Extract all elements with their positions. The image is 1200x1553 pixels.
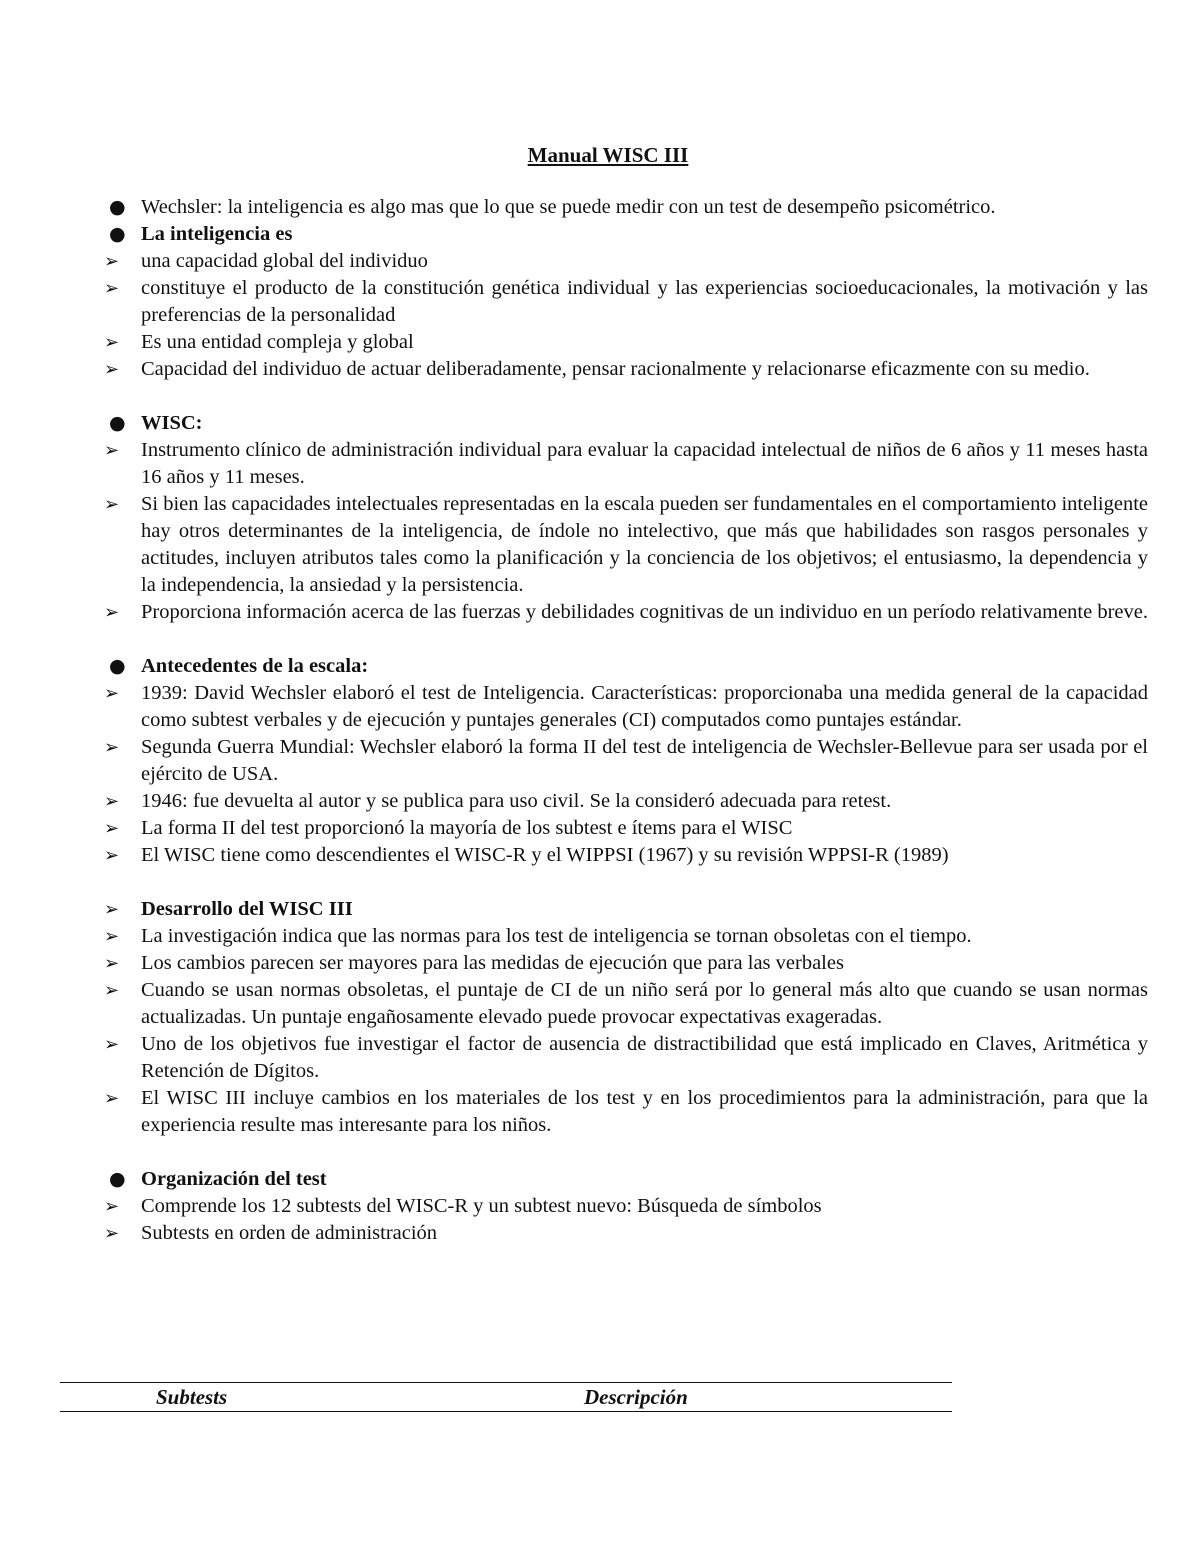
list-item-text: La investigación indica que las normas para los test de inteligencia se tornan obsoletas con el tiempo. [141,925,972,947]
arrow-bullet-icon: ➢ [104,494,120,515]
list-item-text: La inteligencia es [141,223,293,245]
arrow-bullet-icon: ➢ [104,440,120,461]
list-item [104,842,1148,869]
arrow-bullet-icon: ➢ [104,953,120,974]
list-item-text: Segunda Guerra Mundial: Wechsler elaboró la forma II del test de inteligencia de Wechsler-Bellevue para ser usada por el ejército de USA. [141,736,1148,785]
list-item-text: 1946: fue devuelta al autor y se publica para uso civil. Se la consideró adecuada para retest. [141,790,892,812]
list-item-text: Capacidad del individuo de actuar deliberadamente, pensar racionalmente y relacionarse eficazmente con su medio. [141,358,1090,380]
arrow-bullet-icon: ➢ [104,1034,120,1055]
arrow-bullet-icon: ➢ [104,980,120,1001]
list-item [104,491,1148,599]
list-item [104,194,1148,221]
list-item-text: Comprende los 12 subtests del WISC-R y un subtest nuevo: Búsqueda de símbolos [141,1195,822,1217]
arrow-bullet-icon: ➢ [104,683,120,704]
section-gap [104,383,1148,410]
list-item-text: Subtests en orden de administración [141,1222,438,1244]
arrow-bullet-icon: ➢ [104,818,120,839]
list-item-text: Uno de los objetivos fue investigar el factor de ausencia de distractibilidad que está implicado en Claves, Aritmética y Retención de Dígitos. [141,1033,1148,1082]
list-item [104,275,1148,329]
bullet-icon: ● [109,196,126,218]
bullet-icon: ● [109,412,126,434]
list-item-text: La forma II del test proporcionó la mayoría de los subtest e ítems para el WISC [141,817,793,839]
list-item-text: Los cambios parecen ser mayores para las medidas de ejecución que para las verbales [141,952,844,974]
list-item [104,248,1148,275]
list-item-text: Proporciona información acerca de las fuerzas y debilidades cognitivas de un individuo en un período relativamente breve. [141,601,1148,623]
list-item-text: Instrumento clínico de administración individual para evaluar la capacidad intelectual de niños de 6 años y 11 meses hasta 16 años y 11 meses. [141,439,1148,488]
list-item-text: El WISC tiene como descendientes el WISC-R y el WIPPSI (1967) y su revisión WPPSI-R (1989) [141,844,949,866]
list-item [104,815,1148,842]
arrow-bullet-icon: ➢ [104,899,120,920]
list-item-text: Antecedentes de la escala: [141,655,369,677]
section-heading [104,410,1148,437]
section-gap [104,626,1148,653]
section-heading [104,1166,1148,1193]
list-item [104,923,1148,950]
section-heading [104,896,1148,923]
arrow-bullet-icon: ➢ [104,332,120,353]
list-item [104,1085,1148,1139]
list-item [104,1031,1148,1085]
list-item-text: Cuando se usan normas obsoletas, el puntaje de CI de un niño será por lo general más alto que cuando se usan normas actualizadas. Un puntaje engañosamente elevado puede provocar expectativas exageradas. [141,979,1148,1028]
list-item [104,1193,1148,1220]
arrow-bullet-icon: ➢ [104,359,120,380]
list-item-text: constituye el producto de la constitución genética individual y las experiencias socioeducacionales, la motivación y las preferencias de la personalidad [141,277,1148,326]
arrow-bullet-icon: ➢ [104,1223,120,1244]
list-item-text: Si bien las capacidades intelectuales representadas en la escala pueden ser fundamentales en el comportamiento inteligente hay otros determinantes de la inteligencia, de índole no intelectivo, que más que habilidades son rasgos personales y actitudes, incluyen atributos tales como la planificación y la conciencia de los objetivos; el entusiasmo, la dependencia y la independencia, la ansiedad y la persistencia. [141,493,1148,596]
arrow-bullet-icon: ➢ [104,278,120,299]
arrow-bullet-icon: ➢ [104,737,120,758]
section-heading [104,653,1148,680]
arrow-bullet-icon: ➢ [104,1088,120,1109]
arrow-bullet-icon: ➢ [104,791,120,812]
list-item [104,599,1148,626]
section-gap [104,869,1148,896]
table-header-descripcion: Descripción [584,1385,688,1409]
section-heading [104,221,1148,248]
arrow-bullet-icon: ➢ [104,1196,120,1217]
arrow-bullet-icon: ➢ [104,845,120,866]
list-item [104,1220,1148,1247]
bullet-icon: ● [109,655,126,677]
list-item-text: 1939: David Wechsler elaboró el test de Inteligencia. Características: proporcionaba una medida general de la capacidad como subtest verbales y de ejecución y puntajes generales (CI) computados como puntajes estándar. [141,682,1148,731]
list-item-text: WISC: [141,412,203,434]
arrow-bullet-icon: ➢ [104,926,120,947]
list-item-text: Es una entidad compleja y global [141,331,414,353]
arrow-bullet-icon: ➢ [104,602,120,623]
arrow-bullet-icon: ➢ [104,251,120,272]
list-item [104,329,1148,356]
list-item [104,680,1148,734]
page-title: Manual WISC III [527,143,689,167]
subtests-table-header [60,1382,952,1412]
list-item [104,950,1148,977]
list-item [104,788,1148,815]
list-item [104,437,1148,491]
table-header-subtests: Subtests [156,1385,228,1409]
list-item [104,734,1148,788]
document-body [104,194,1148,1247]
list-item-text: El WISC III incluye cambios en los materiales de los test y en los procedimientos para la administración, para que la experiencia resulte mas interesante para los niños. [141,1087,1148,1136]
list-item-text: Wechsler: la inteligencia es algo mas que lo que se puede medir con un test de desempeño psicométrico. [141,196,996,218]
list-item-text: una capacidad global del individuo [141,250,428,272]
bullet-icon: ● [109,223,126,245]
bullet-icon: ● [109,1168,126,1190]
list-item [104,356,1148,383]
list-item-text: Organización del test [141,1168,327,1190]
list-item-text: Desarrollo del WISC III [141,898,353,920]
list-item [104,977,1148,1031]
section-gap [104,1139,1148,1166]
